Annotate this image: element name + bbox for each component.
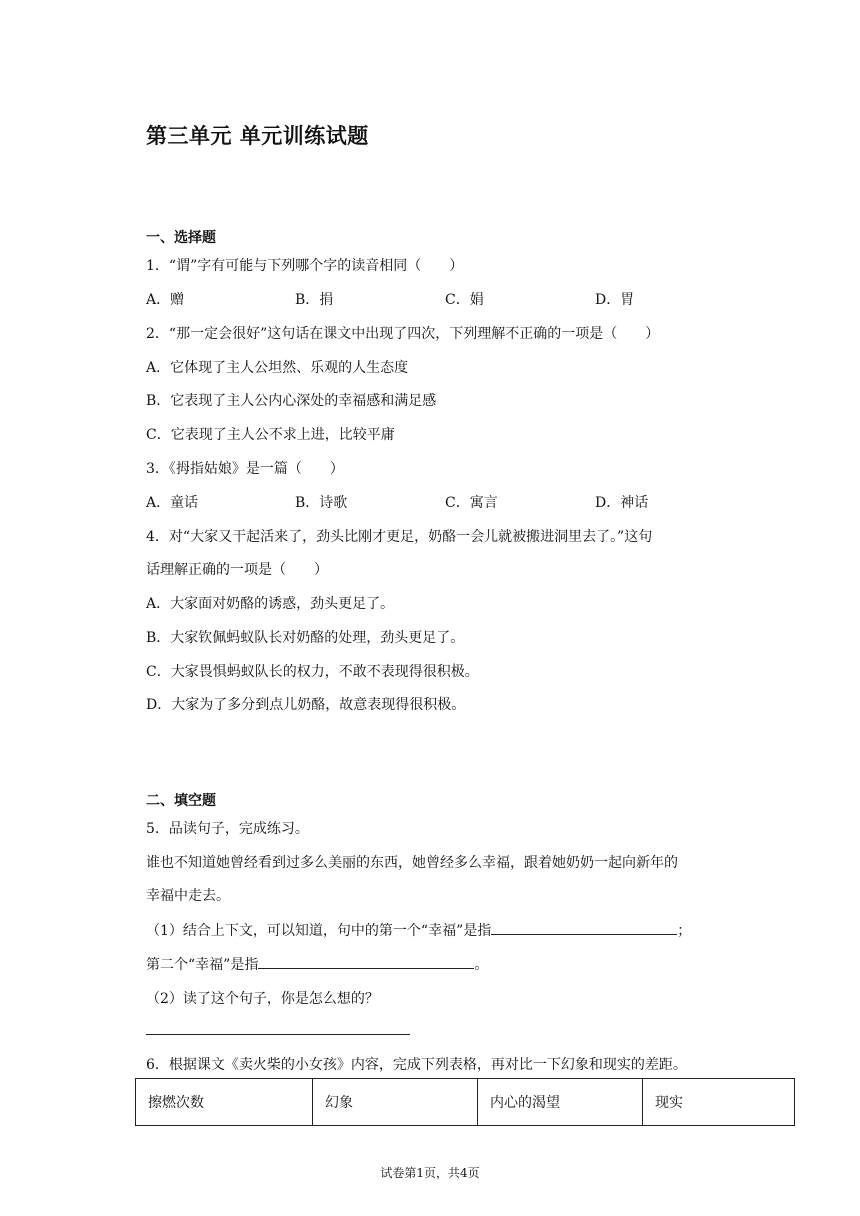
q5-passage-line-1: 谁也不知道她曾经看到过多么美丽的东西，她曾经多么幸福，跟着她奶奶一起向新年的: [146, 855, 678, 871]
question-4-line-2: 话理解正确的一项是（ ）: [146, 562, 328, 578]
q2-option-c: C．它表现了主人公不求上进，比较平庸: [146, 427, 395, 443]
q1-option-a: A．赠: [146, 292, 185, 308]
table-header-cell: 擦燃次数: [136, 1079, 313, 1126]
q5-sub-2: （2）读了这个句子，你是怎么想的？: [146, 991, 379, 1007]
question-1: 1．“谓”字有可能与下列哪个字的读音相同（ ）: [146, 258, 464, 274]
q2-option-a: A．它体现了主人公坦然、乐观的人生态度: [146, 360, 409, 376]
question-3: 3．《拇指姑娘》是一篇（ ）: [146, 461, 344, 477]
answer-blank-1[interactable]: [491, 920, 677, 935]
table-header-row: [136, 1079, 795, 1126]
page-footer: 试卷第1页，共4页: [380, 1166, 480, 1180]
q5-sub-1-prompt-2: 第二个“幸福”是指: [146, 957, 259, 973]
q3-option-c: C．寓言: [445, 495, 498, 511]
section-heading-fill: 二、填空题: [146, 793, 216, 809]
question-6: 6．根据课文《卖火柴的小女孩》内容，完成下列表格，再对比一下幻象和现实的差距。: [146, 1057, 687, 1073]
q1-option-c: C．娟: [445, 292, 484, 308]
q5-sub-1-punct-2: 。: [474, 957, 489, 973]
q5-sub-1-line-2: [146, 954, 488, 974]
q5-sub-1-prompt: （1）结合上下文，可以知道，句中的第一个“幸福”是指: [146, 923, 492, 939]
q2-option-b: B．它表现了主人公内心深处的幸福感和满足感: [146, 393, 437, 409]
q3-option-a: A．童话: [146, 495, 199, 511]
q3-option-b: B．诗歌: [295, 495, 348, 511]
answer-blank-2[interactable]: [258, 954, 474, 969]
table-header-cell: 现实: [643, 1079, 795, 1126]
q1-option-b: B．捐: [295, 292, 334, 308]
q5-passage-line-2: 幸福中走去。: [146, 888, 230, 904]
q4-option-d: D．大家为了多分到点儿奶酪，故意表现得很积极。: [146, 697, 466, 713]
question-2: 2．“那一定会很好”这句话在课文中出现了四次，下列理解不正确的一项是（ ）: [146, 326, 660, 342]
q1-option-d: D．胃: [595, 292, 635, 308]
page-title: 第三单元 单元训练试题: [146, 124, 369, 148]
table-header-cell: 幻象: [313, 1079, 478, 1126]
q5-sub-1-line-1: [146, 920, 691, 940]
comparison-table: [135, 1078, 795, 1126]
q3-option-d: D．神话: [595, 495, 649, 511]
q4-option-c: C．大家畏惧蚂蚁队长的权力，不敢不表现得很积极。: [146, 664, 479, 680]
question-5: 5．品读句子，完成练习。: [146, 821, 309, 837]
question-4-line-1: 4．对“大家又干起活来了，劲头比刚才更足，奶酪一会儿就被搬进洞里去了。”这句: [146, 529, 653, 545]
q4-option-b: B．大家钦佩蚂蚁队长对奶酪的处理，劲头更足了。: [146, 630, 465, 646]
section-heading-choice: 一、选择题: [146, 230, 216, 246]
table-header-cell: 内心的渴望: [478, 1079, 643, 1126]
answer-line-3[interactable]: [146, 1034, 410, 1035]
q4-option-a: A．大家面对奶酪的诱惑，劲头更足了。: [146, 596, 395, 612]
q5-sub-1-punct: ；: [677, 923, 692, 939]
